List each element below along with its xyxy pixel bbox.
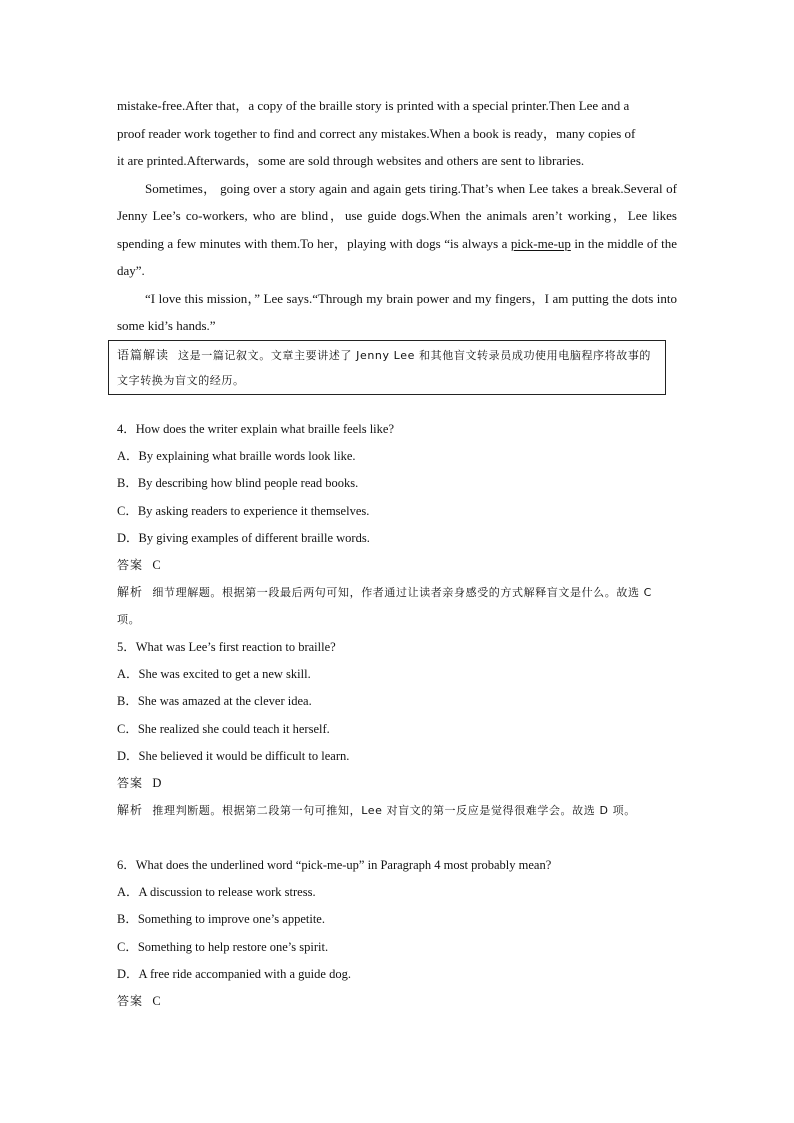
passage-line: mistake-free.After that，a copy of the braille story is printed with a special printer.Then Lee and a: [117, 98, 630, 113]
answer-value: C: [152, 994, 161, 1009]
option: D．She believed it would be difficult to learn.: [117, 748, 350, 763]
question-stem: 4．How does the writer explain what braille feels like?: [117, 422, 394, 436]
question-4: [117, 416, 677, 634]
question-5: [117, 634, 677, 824]
passage: [117, 92, 677, 340]
passage-paragraph-1: [117, 92, 677, 175]
option: D．By giving examples of different braille words.: [117, 530, 370, 545]
answer-row: [117, 770, 677, 797]
option: B．Something to improve one’s appetite.: [117, 912, 325, 927]
explanation-row: [117, 797, 677, 824]
answer-value: C: [152, 558, 161, 573]
answer-label: 答案: [117, 558, 144, 573]
interpretation-text: 这是一篇记叙文。文章主要讲述了 Jenny Lee 和其他盲文转录员成功使用电脑程序将故事的文字转换为盲文的经历。: [117, 349, 652, 387]
passage-line: proof reader work together to find and correct any mistakes.When a book is ready，many copies of: [117, 125, 636, 141]
underlined-word: pick-me-up: [510, 235, 571, 251]
passage-paragraph-2: Sometimes， going over a story again and again gets tiring.That’s when Lee takes a break.Several of Jenny Lee’s co-workers, who are blind，use guide dogs.When the animals aren’t working，Lee likes spending a few minutes with them.To her，playing with dogs “is always a pick-me-up in the middle of the day”.: [117, 180, 678, 278]
option: C．By asking readers to experience it themselves.: [117, 503, 370, 518]
option: C．Something to help restore one’s spirit.: [117, 939, 329, 954]
interpretation-label: 语篇解读: [117, 348, 170, 362]
explanation-label: 解析: [117, 585, 144, 600]
option: C．She realized she could teach it herself.: [117, 721, 330, 736]
explanation-row: [117, 579, 677, 633]
answer-label: 答案: [117, 776, 144, 791]
interpretation-box: [108, 340, 666, 395]
explanation-text: 细节理解题。根据第一段最后两句可知，作者通过让读者亲身感受的方式解释盲文是什么。故选 C 项。: [117, 586, 652, 627]
explanation-label: 解析: [117, 803, 144, 818]
option: A．She was excited to get a new skill.: [117, 667, 311, 682]
question-stem: 6．What does the underlined word “pick-me-up” in Paragraph 4 most probably mean?: [117, 858, 552, 872]
option: D．A free ride accompanied with a guide dog.: [117, 966, 351, 981]
passage-line: it are printed.Afterwards，some are sold through websites and others are sent to libraries.: [117, 153, 585, 168]
passage-paragraph-3: “I love this mission，” Lee says.“Through my brain power and my fingers，I am putting the dots into some kid’s hands.”: [117, 290, 677, 333]
option: B．By describing how blind people read books.: [117, 476, 359, 491]
explanation-text: 推理判断题。根据第二段第一句可推知，Lee 对盲文的第一反应是觉得很难学会。故选 D 项。: [152, 804, 636, 818]
answer-row: [117, 552, 677, 579]
option: A．By explaining what braille words look like.: [117, 449, 356, 464]
question-6: [117, 852, 677, 1015]
option: A．A discussion to release work stress.: [117, 885, 316, 900]
question-stem: 5．What was Lee’s first reaction to braille?: [117, 640, 336, 654]
answer-label: 答案: [117, 994, 144, 1009]
answer-row: [117, 988, 677, 1015]
option: B．She was amazed at the clever idea.: [117, 694, 312, 709]
answer-value: D: [152, 776, 162, 791]
